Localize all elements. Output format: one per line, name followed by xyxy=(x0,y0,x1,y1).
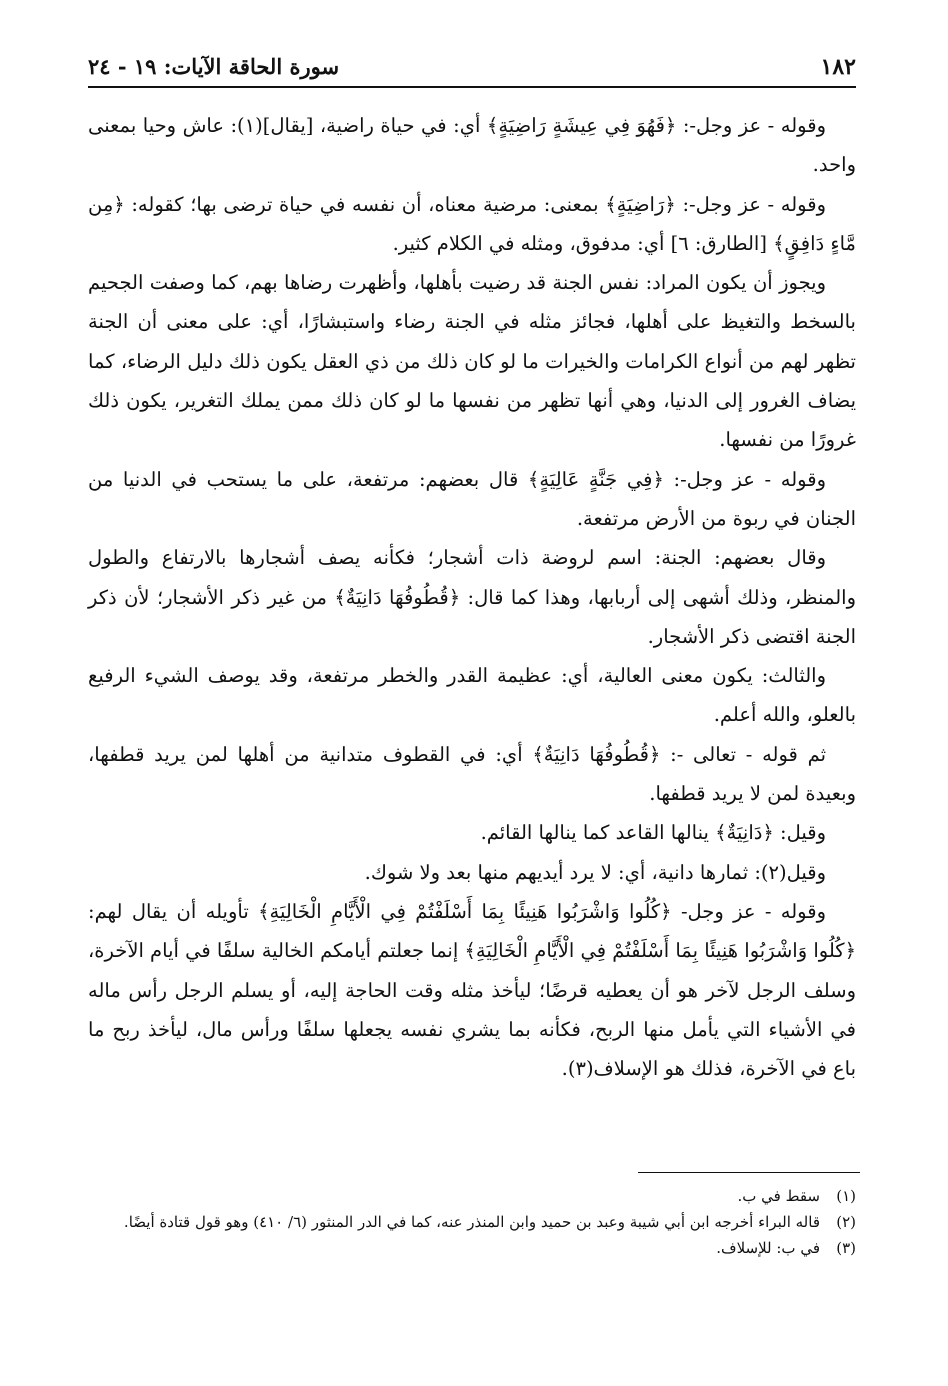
footnote-text: في ب: للإسلاف. xyxy=(716,1239,820,1257)
footnote xyxy=(88,1210,856,1234)
paragraph: وقيل: ﴿دَانِيَةٌ﴾ ينالها القاعد كما ينالها القائم. xyxy=(480,821,826,845)
paragraph: وقوله - عز وجل-: ﴿فِي جَنَّةٍ عَالِيَةٍ﴾ قال بعضهم: مرتفعة، على ما يستحب في الدنيا من الجنان في ربوة من الأرض مرتفعة. xyxy=(88,467,856,530)
footnote-text: سقط في ب. xyxy=(737,1187,820,1205)
main-text xyxy=(88,106,856,1088)
footnote-separator xyxy=(638,1172,860,1173)
running-title: سورة الحاقة الآيات: ١٩ - ٢٤ xyxy=(88,54,340,79)
paragraph: وقال بعضهم: الجنة: اسم لروضة ذات أشجار؛ فكأنه يصف أشجارها بالارتفاع والطول والمنظر، وذلك أشهى إلى أربابها، وهذا كما قال: ﴿قُطُوفُهَا دَانِيَةٌ﴾ من غير ذكر الأشجار؛ لأن ذكر الجنة اقتضى ذكر الأشجار. xyxy=(88,546,856,648)
footnote-number: (١) xyxy=(836,1187,856,1205)
paragraph: وقيل(٢): ثمارها دانية، أي: لا يرد أيديهم منها بعد ولا شوك. xyxy=(364,860,826,884)
paragraph: وقوله - عز وجل-: ﴿فَهُوَ فِي عِيشَةٍ رَاضِيَةٍ﴾ أي: في حياة راضية، [يقال](١): عاش وحيا بمعنى واحد. xyxy=(88,114,856,177)
page-number: ١٨٢ xyxy=(820,54,856,80)
paragraph: وقوله - عز وجل- ﴿كُلُوا وَاشْرَبُوا هَنِيئًا بِمَا أَسْلَفْتُمْ فِي الْأَيَّامِ الْخَالِيَةِ﴾ تأويله أن يقال لهم: ﴿كُلُوا وَاشْرَبُوا هَنِيئًا بِمَا أَسْلَفْتُمْ فِي الْأَيَّامِ الْخَالِيَةِ﴾ إنما جعلتم أيامكم الخالية سلفًا في أيام الآخرة، وسلف الرجل لآخر هو أن يعطيه قرضًا؛ ليأخذ مثله وقت الحاجة إليه، أو يسلم الرجل رأس ماله في الأشياء التي يأمل منها الربح، فكأنه بما يشري نفسه يجعلها سلفًا ورأس مال، ليأخذ ربح ما باع في الآخرة، فذلك هو الإسلاف(٣). xyxy=(88,899,856,1081)
paragraph: وقوله - عز وجل-: ﴿رَاضِيَةٍ﴾ بمعنى: مرضية معناه، أن نفسه في حياة ترضى بها؛ كقوله: ﴿مِن مَّاءٍ دَافِقٍ﴾ [الطارق: ٦] أي: مدفوق، ومثله في الكلام كثير. xyxy=(88,192,856,255)
paragraph: ويجوز أن يكون المراد: نفس الجنة قد رضيت بأهلها، وأظهرت رضاها بهم، كما وصفت الجحيم بالسخط والتغيظ على أهلها، فجائز مثله في الجنة رضاء واستبشارًا، أي: على معنى أن الجنة تظهر لهم من أنواع الكرامات والخيرات ما لو كان ذلك من ذي العقل يكون ذلك دليل الرضاء، كما يضاف الغرور إلى الدنيا، وهي أنها تظهر من نفسها ما لو كان ذلك ممن يملك التغرير، يكون ذلك غرورًا من نفسها. xyxy=(88,271,856,452)
footnote-text: قاله البراء أخرجه ابن أبي شيبة وعبد بن حميد وابن المنذر عنه، كما في الدر المنثور (٦/ ٤١٠) وهو قول قتادة أيضًا. xyxy=(123,1213,820,1231)
footnote xyxy=(88,1236,856,1260)
footnote-number: (٣) xyxy=(836,1239,856,1257)
paragraph: والثالث: يكون معنى العالية، أي: عظيمة القدر والخطر مرتفعة، وقد يوصف الشيء الرفيع بالعلو، والله أعلم. xyxy=(88,664,856,727)
page-header xyxy=(88,50,856,88)
footnote-number: (٢) xyxy=(836,1213,856,1231)
footnotes xyxy=(88,1184,856,1262)
footnote xyxy=(88,1184,856,1208)
paragraph: ثم قوله - تعالى -: ﴿قُطُوفُهَا دَانِيَةٌ﴾ أي: في القطوف متدانية من أهلها لمن يريد قطفها، وبعيدة لمن لا يريد قطفها. xyxy=(88,742,856,806)
